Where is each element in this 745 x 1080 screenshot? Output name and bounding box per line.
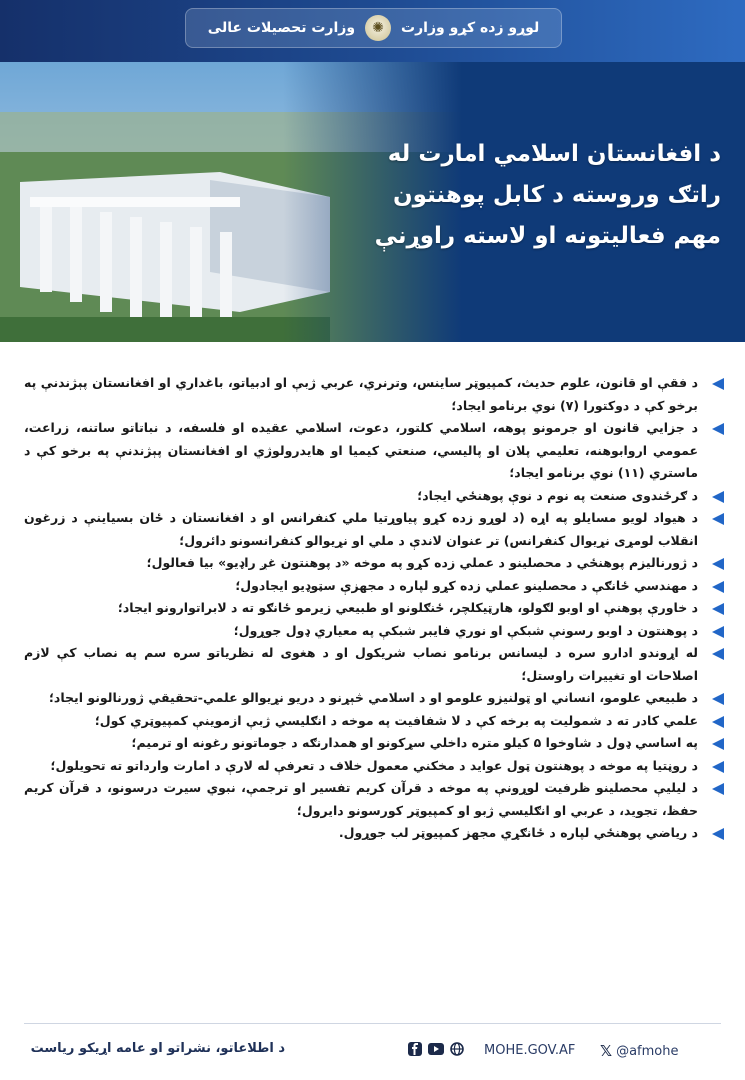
web-icon[interactable] — [450, 1042, 464, 1056]
list-item: د خاورې پوهنې او اوبو لګولو، هارټیکلچر، ځنګلونو او طبیعي زیرمو ځانګو ته د لابراتوارونو ایجاد؛ — [24, 597, 724, 620]
list-item: د مهندسي ځانګې د محصلینو عملي زده کړو لپاره د مجهزې سټوډیو ایجادول؛ — [24, 575, 724, 598]
arrow-bullet-icon — [712, 716, 724, 728]
hero-title-line: د افغانستان اسلامي امارت له — [387, 141, 721, 167]
achievements-list — [24, 372, 724, 845]
footer-divider — [24, 1023, 721, 1024]
list-item: د ګرځندوی صنعت په نوم د نوې پوهنځي ایجاد؛ — [24, 485, 724, 508]
arrow-bullet-icon — [712, 378, 724, 390]
youtube-icon[interactable] — [428, 1043, 444, 1055]
x-handle-text: @afmohe — [616, 1043, 679, 1059]
website-url[interactable]: MOHE.GOV.AF — [484, 1043, 576, 1058]
ministry-name-pashto: لوړو زده کړو وزارت — [401, 20, 540, 36]
list-item: د هیواد لویو مسایلو په اړه (د لوړو زده کړو پیاوړتیا ملي کنفرانس او د افغانستان د ځان بسیاینې د زرغون انقلاب لومړی نړیوال کنفرانس) تر عنوان لاندې د ملي او نړیوالو کنفرانسونو دائرول؛ — [24, 507, 724, 552]
arrow-bullet-icon — [712, 423, 724, 435]
top-header-band — [0, 0, 745, 62]
list-item: د روڼتیا په موخه د پوهنتون ټول عواید د مخکني معمول خلاف د تعرفې له لارې د امارت وارداتو ته تحویلول؛ — [24, 755, 724, 778]
hero-banner — [0, 62, 745, 342]
list-item: د لیلیې محصلینو ظرفیت لوړونې په موخه د قرآن کریم تفسیر او ترجمې، نبوي سیرت درسونو، د قرآن کریم حفظ، تجوید، د عربي او انګلیسي ژبو او کمپیوټر کورسونو دایرول؛ — [24, 777, 724, 822]
ministry-header-pill — [185, 8, 562, 48]
afghanistan-emblem-icon: ✺ — [365, 15, 391, 41]
arrow-bullet-icon — [712, 626, 724, 638]
hero-title-line: مهم فعالیتونه او لاسته راوړنې — [374, 223, 721, 249]
list-item: د طبیعي علومو، انساني او ټولنیزو علومو او د اسلامي څېړنو د دریو نړیوالو علمي-تحقیقي ژورنالونو ایجاد؛ — [24, 687, 724, 710]
list-item: له اړوندو ادارو سره د لیسانس برنامو نصاب شریکول او د هغوی له نظریاتو سره سم په نصاب کې لازم اصلاحات او تغییرات راوستل؛ — [24, 642, 724, 687]
list-item: په اساسي ډول د شاوخوا ۵ کیلو متره داخلي سړکونو او همدارنګه د جوماتونو رغونه او ترمیم؛ — [24, 732, 724, 755]
x-handle[interactable] — [600, 1042, 679, 1060]
list-item: د ریاضي پوهنځي لپاره د ځانګړي مجهز کمپیوټر لب جوړول. — [24, 822, 724, 845]
department-name: د اطلاعاتو، نشراتو او عامه اړیکو ریاست — [30, 1041, 285, 1056]
arrow-bullet-icon — [712, 828, 724, 840]
arrow-bullet-icon — [712, 648, 724, 660]
list-item: د پوهنتون د اوبو رسونې شبکې او نوري فایبر شبکې په معیاري ډول جوړول؛ — [24, 620, 724, 643]
hero-title — [361, 134, 721, 257]
social-icons — [408, 1042, 464, 1056]
ministry-name: وزارت تحصیلات عالی — [207, 20, 356, 36]
arrow-bullet-icon — [712, 603, 724, 615]
list-item: د جزایي قانون او جرمونو پوهه، اسلامي کلتور، دعوت، اسلامي عقیده او فلسفه، د نباتاتو ساتنه، زراعت، عمومي اروابوهنه، تعلیمي پلان او پالیسي، صنعتي کیمیا او هایدرولوژي او افغانستان پېژندنې په برخو کې د ماستري (۱۱) نوي برنامو ایجاد؛ — [24, 417, 724, 485]
arrow-bullet-icon — [712, 513, 724, 525]
hero-title-line: راتګ وروسته د کابل پوهنتون — [393, 182, 721, 208]
list-item: علمي کادر ته د شمولیت په برخه کې د لا شفافیت په موخه د انګلیسي ژبې ازموینې کمپیوټري کول؛ — [24, 710, 724, 733]
list-item: د فقې او قانون، علوم حدیث، کمپیوټر ساینس، وترنري، عربي ژبې او ادبیاتو، باغداري او افغانستان پېژندنې په برخو کې د دوکتورا (۷) نوي برنامو ایجاد؛ — [24, 372, 724, 417]
arrow-bullet-icon — [712, 761, 724, 773]
arrow-bullet-icon — [712, 491, 724, 503]
arrow-bullet-icon — [712, 738, 724, 750]
facebook-icon[interactable] — [408, 1042, 422, 1056]
list-item: د ژورنالیزم پوهنځي د محصلینو د عملي زده کړو په موخه «د پوهنتون غږ راډیو» بیا فعالول؛ — [24, 552, 724, 575]
arrow-bullet-icon — [712, 581, 724, 593]
arrow-bullet-icon — [712, 783, 724, 795]
arrow-bullet-icon — [712, 693, 724, 705]
arrow-bullet-icon — [712, 558, 724, 570]
x-logo-icon: 𝕏 — [600, 1042, 613, 1060]
